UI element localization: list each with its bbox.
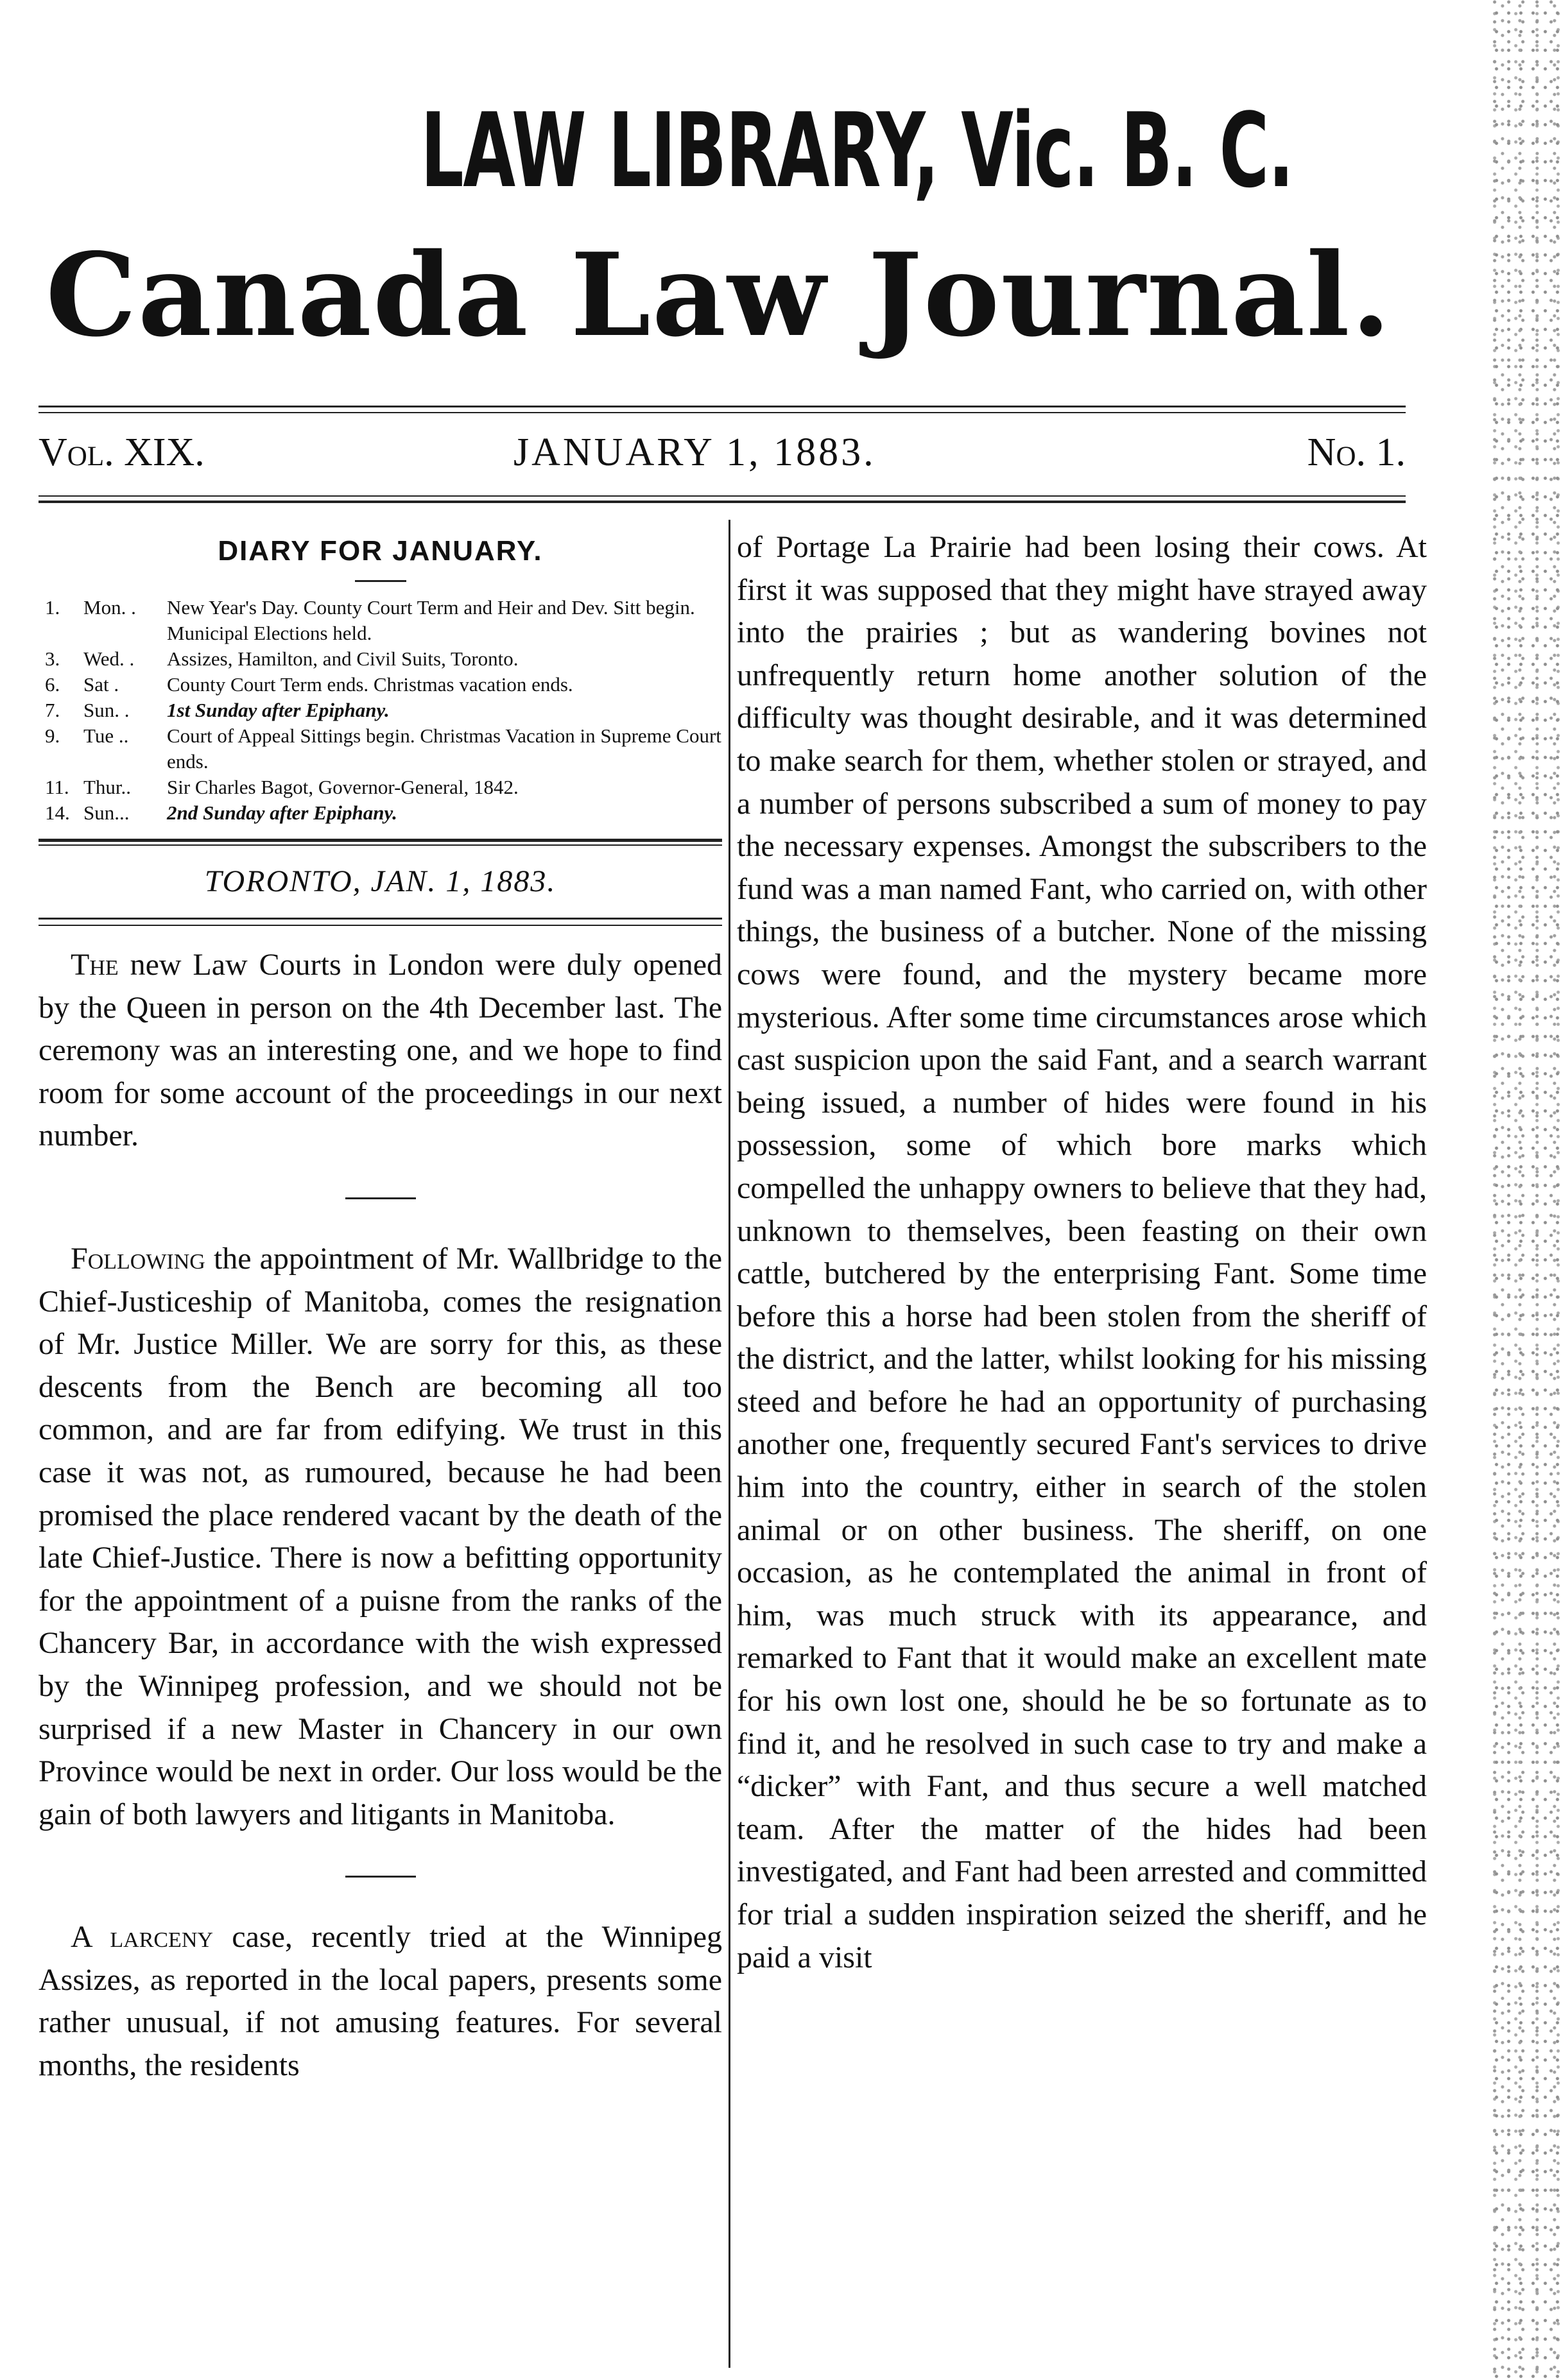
issue-date: JANUARY 1, 1883. (513, 431, 876, 474)
diary-rule-thick (39, 839, 722, 842)
article-lead: The (71, 948, 119, 982)
diary-entry (45, 672, 722, 698)
volume-label: Vol. XIX. (39, 431, 205, 474)
diary-entry-day: Tue .. (83, 724, 129, 747)
diary-entry (45, 646, 722, 672)
diary-entry (45, 775, 722, 800)
dateline-rule-thin (39, 925, 722, 926)
diary-entry-number: 7. (45, 699, 60, 721)
diary-entry (45, 723, 722, 775)
article-body: the appointment of Mr. Wallbridge to the Chief-Justiceship of Manitoba, comes the resignation of Mr. Justice Miller. We are sorry for this, as these descents from the Bench are becoming all too common, and are far from edifying. We trust in this case it was not, as rumoured, because he had been promised the place rendered vacant by the death of the late Chief-Justice. There is now a befitting opportunity for the appointment of a puisne from the ranks of the Chancery Bar, in accordance with the wish expressed by the Winnipeg profession, and we should not be surprised if a new Master in Chancery in our own Province would be next in order. Our loss would be the gain of both lawyers and litigants in Manitoba. (39, 1241, 723, 1831)
article-lead: Following (71, 1241, 205, 1276)
diary-entry-text: 1st Sunday after Epiphany. (167, 699, 390, 721)
diary-entry-text: Assizes, Hamilton, and Civil Suits, Toronto. (167, 647, 519, 670)
article-larceny-start (39, 1916, 722, 2087)
masthead-rule-top (39, 406, 1406, 407)
diary-entry-day: Mon. . (83, 596, 136, 619)
issue-number: No. 1. (1307, 431, 1406, 474)
diary-title-rule (355, 580, 406, 582)
left-column (39, 526, 722, 2087)
diary-entry (45, 595, 722, 646)
diary-entry-number: 11. (45, 776, 69, 798)
article-body: case, recently tried at the Winnipeg Assizes, as reported in the local papers, presents some rather unusual, if not amusing features. For several months, the residents (39, 1920, 722, 2083)
diary-entry-text: County Court Term ends. Christmas vacation ends. (167, 673, 573, 696)
diary-title: DIARY FOR JANUARY. (218, 535, 543, 567)
article-law-courts (39, 944, 722, 1158)
article-separator (345, 1876, 416, 1878)
diary-entry-number: 9. (45, 724, 60, 747)
article-separator (345, 1197, 416, 1199)
article-lead: A larceny (71, 1920, 213, 1955)
scan-edge-noise (1490, 0, 1561, 2380)
diary-entry (45, 698, 722, 723)
library-stamp: LAW LIBRARY, Vic. B. C. (420, 90, 1293, 210)
diary-entry-number: 1. (45, 596, 60, 619)
diary-rule-thin (39, 844, 722, 846)
diary-entry-text: 2nd Sunday after Epiphany. (167, 801, 397, 824)
diary-entry-text: New Year's Day. County Court Term and Heir and Dev. Sitt begin. Municipal Elections held. (167, 596, 695, 644)
issue-rule-thin (39, 495, 1406, 497)
article-resignation (39, 1238, 722, 1836)
diary-entry-text: Sir Charles Bagot, Governor-General, 1842. (167, 776, 519, 798)
diary-entry-day: Thur.. (83, 776, 132, 798)
article-body: new Law Courts in London were duly opened by the Queen in person on the 4th December last. The ceremony was an interesting one, and we hope to find room for some account of the proceedings in our next number. (39, 948, 722, 1153)
dateline-rule (39, 918, 722, 920)
diary-entry-number: 6. (45, 673, 60, 696)
diary-entry-day: Sun... (83, 801, 130, 824)
right-column (737, 526, 1427, 1979)
diary-entry-day: Sat . (83, 673, 119, 696)
diary-entry-number: 14. (45, 801, 70, 824)
column-divider (729, 520, 730, 2368)
diary-entry-day: Sun. . (83, 699, 130, 721)
diary-entry-number: 3. (45, 647, 60, 670)
diary-entry (45, 800, 722, 826)
dateline: TORONTO, JAN. 1, 1883. (204, 864, 556, 898)
diary-entry-day: Wed. . (83, 647, 135, 670)
article-larceny-continued: of Portage La Prairie had been losing their cows. At first it was supposed that they might have strayed away into the prairies ; but as wandering bovines not unfrequently return home another solution of the difficulty was thought desirable, and it was determined to make search for them, whether stolen or strayed, and a number of persons subscribed a sum of money to pay the necessary expenses. Amongst the subscribers to the fund was a man named Fant, who carried on, with other things, the business of a butcher. None of the missing cows were found, and the mystery became more mysterious. After some time circumstances arose which cast suspicion upon the said Fant, and a search warrant being issued, a number of hides were found in his possession, some of which bore marks which compelled the unhappy owners to believe that they had, unknown to themselves, been feasting on their own cattle, butchered by the enterprising Fant. Some time before this a horse had been stolen from the sheriff of the district, and the latter, whilst looking for his missing steed and before he had an opportunity of purchasing another one, frequently secured Fant's services to drive him into the country, either in search of the stolen animal or on other business. The sheriff, on one occasion, as he contemplated the animal in front of him, was much struck with its appearance, and remarked to Fant that it would make an excellent mate for his own lost one, should he be so fortunate as to find it, and he resolved in such case to try and make a “dicker” with Fant, and thus secure a well matched team. After the matter of the hides had been investigated, and Fant had been arrested and committed for trial a sudden inspiration seized the sheriff, and he paid a visit (737, 530, 1427, 1974)
masthead-rule-top-thin (39, 412, 1406, 413)
issue-info-row (39, 424, 1406, 481)
issue-rule-thick (39, 501, 1406, 503)
journal-masthead: Canada Law Journal. (46, 228, 1392, 362)
diary-entry-text: Court of Appeal Sittings begin. Christmas Vacation in Supreme Court ends. (167, 724, 721, 773)
diary-list (39, 595, 722, 826)
